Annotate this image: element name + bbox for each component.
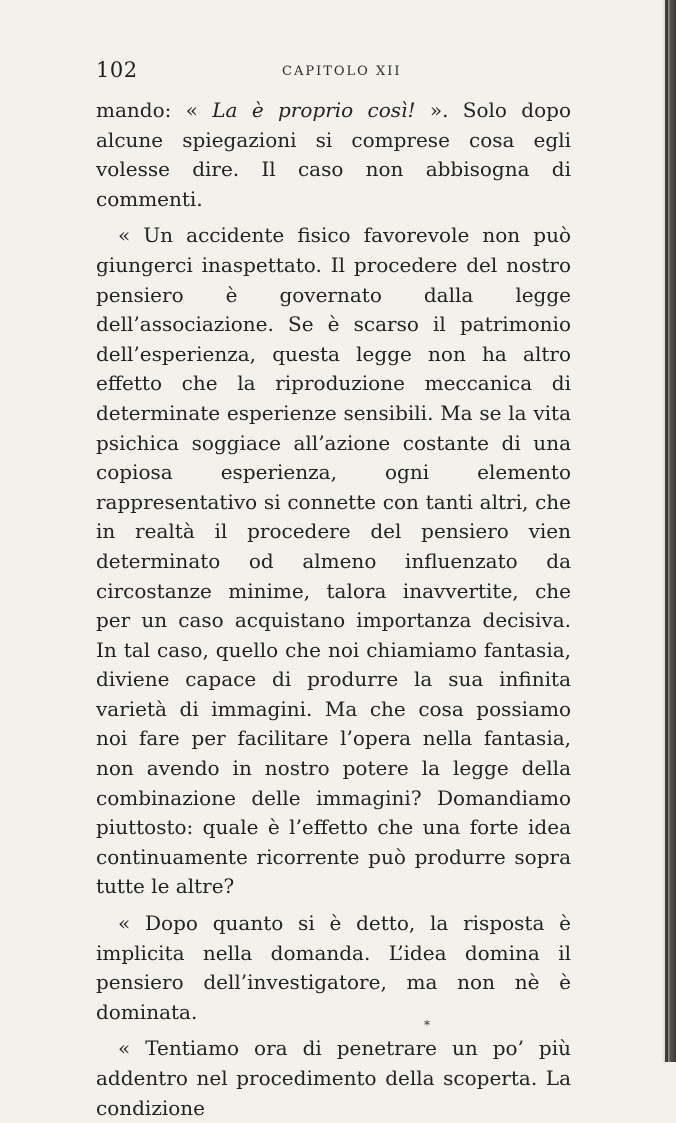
paragraph: « Tentiamo ora di penetrare un po’ più addentro nel procedimento della scoperta. La condizione xyxy=(96,1036,571,1120)
scan-edge-line xyxy=(665,0,668,1062)
chapter-title: CAPITOLO XII xyxy=(282,64,402,79)
body-text xyxy=(96,96,571,1123)
paragraph-lead: mando: « xyxy=(96,98,198,122)
italic-quote: La è proprio così! xyxy=(197,98,430,122)
paragraph: « Dopo quanto si è detto, la risposta è implicita nella domanda. L’idea domina il pensiero dell’investigatore, ma non nè è dominata. xyxy=(96,911,571,1024)
page-number: 102 xyxy=(96,58,138,82)
running-header xyxy=(96,58,571,88)
paragraph: « Un accidente fisico favorevole non può giungerci inaspettato. Il procedere del nostro pensiero è governato dalla legge dell’associazione. Se è scarso il patrimonio dell’esperienza, questa legge non ha altro effetto che la riproduzione meccanica di determinate esperienze sensibili. Ma se la vita psichica soggiace all’azione costante di una copiosa esperienza, ogni elemento rappresentativo si connette con tanti altri, che in realtà il procedere del pensiero vien determinato od almeno influenzato da circostanze minime, talora inavvertite, che per un caso acquistano importanza decisiva. In tal caso, quello che noi chiamiamo fantasia, diviene capace di produrre la sua infinita varietà di immagini. Ma che cosa possiamo noi fare per facilitare l’opera nella fantasia, non avendo in nostro potere la legge della combinazione delle immagini? Domandiamo piuttosto: quale è l’effetto che una forte idea continuamente ricorrente può produrre sopra tutte le altre? xyxy=(96,223,571,899)
printer-mark: * xyxy=(424,1018,430,1032)
paragraph-rest: ». Solo dopo alcune spiegazioni si comprese cosa egli volesse dire. Il caso non abbisogna di commenti. xyxy=(96,98,571,211)
paragraph-continued xyxy=(96,96,571,214)
